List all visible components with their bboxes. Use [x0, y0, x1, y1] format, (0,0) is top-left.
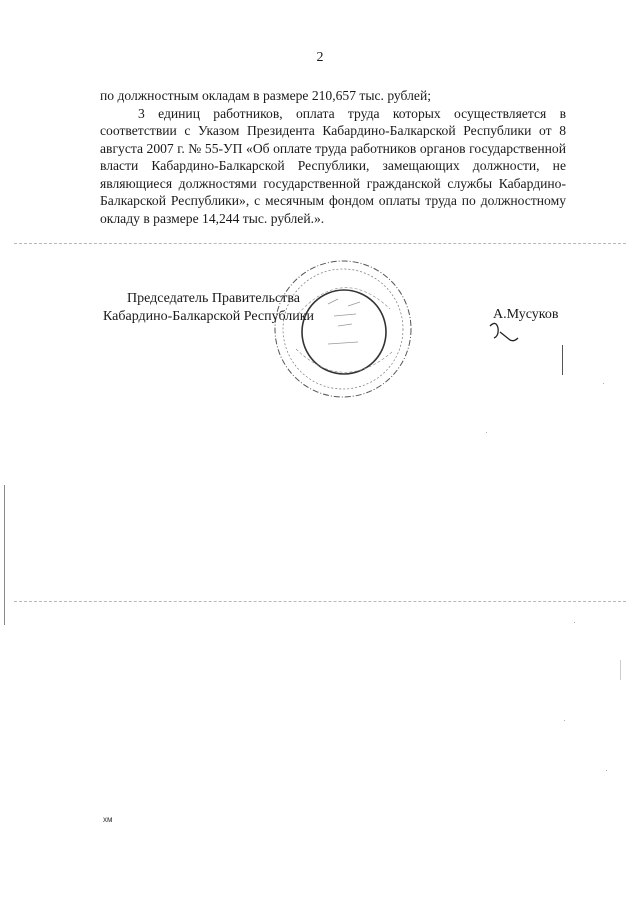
scan-speck: [486, 432, 487, 433]
body-line-1: по должностным окладам в размере 210,657 тыс. рублей;: [100, 88, 431, 103]
body-paragraph: 3 единиц работников, оплата труда которых осуществляется в соответствии с Указом Президента Кабардино-Балкарской Республики от 8 августа 2007 г. № 55-УП «Об оплате труда работников органов государственной власти Кабардино-Балкарской Республики, замещающих должности, не являющиеся должностями государственной гражданской службы Кабардино-Балкарской Республики», с месячным фондом оплаты труда по должностному окладу в размере 14,244 тыс. рублей.».: [100, 105, 566, 226]
scan-speck: [574, 622, 575, 623]
signatory-title-line-1: Председатель Правительства: [127, 291, 300, 306]
page-number: 2: [316, 50, 324, 65]
scan-speck: [606, 770, 607, 771]
page-divider-bottom: [14, 601, 626, 602]
scan-speck: [564, 720, 565, 721]
scan-mark: [620, 660, 621, 680]
signatory-name: А.Мусуков: [493, 307, 559, 322]
page-divider-top: [14, 243, 626, 244]
scan-mark: [4, 485, 5, 625]
scan-mark: [562, 345, 563, 375]
executor-initials: хм: [103, 815, 113, 824]
signatory-title-line-2: Кабардино-Балкарской Республики: [103, 309, 314, 324]
handwritten-signature: [488, 318, 528, 344]
official-seal: [268, 254, 418, 404]
body-text: [100, 87, 566, 227]
scan-speck: [603, 383, 604, 384]
